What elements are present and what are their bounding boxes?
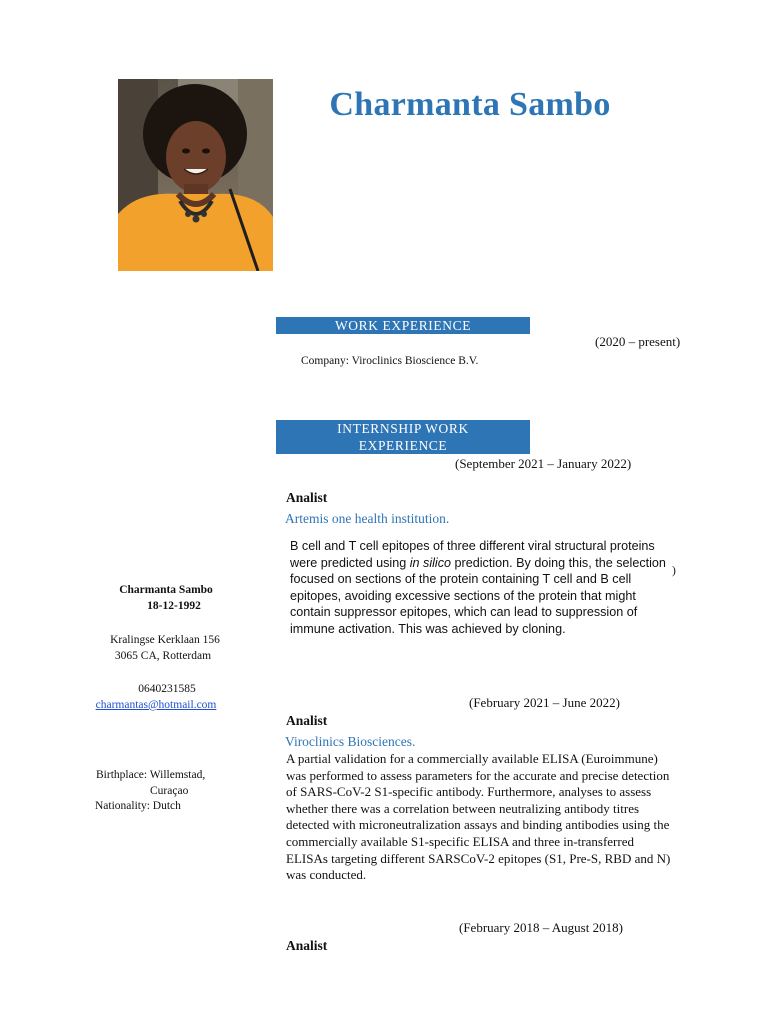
internship-header-line2: EXPERIENCE (358, 438, 448, 453)
entry1-organization: Artemis one health institution. (285, 511, 450, 526)
sidebar-birthplace-line1: Birthplace: Willemstad, (96, 769, 206, 781)
entry2-role: Analist (286, 713, 328, 728)
stray-parenthesis: ) (672, 565, 676, 577)
entry1-text-italic: in silico (409, 555, 452, 570)
entry1-description (290, 538, 668, 638)
profile-photo (118, 79, 273, 271)
entry3-date: (February 2018 – August 2018) (459, 920, 623, 935)
sidebar-nationality: Nationality: Dutch (95, 800, 181, 812)
candidate-name-heading: Charmanta Sambo (329, 86, 611, 123)
portrait-illustration (118, 79, 273, 271)
work-experience-company: Company: Viroclinics Bioscience B.V. (301, 355, 479, 367)
sidebar-address-line2: 3065 CA, Rotterdam (114, 650, 212, 662)
entry1-text-end: prediction. By doing this, the selection focused on sections of the protein containing T cell and B cell epitopes, avoiding excessive sections of the protein that might contain suppressor epitopes, which can lead to suppression of immune activation. This was achieved by cloning. (290, 555, 666, 636)
sidebar-address-line1: Kralingse Kerklaan 156 (110, 634, 220, 646)
work-experience-header: WORK EXPERIENCE (276, 317, 530, 334)
sidebar-birthplace-line2: Curaçao (150, 785, 189, 797)
entry3-role: Analist (286, 938, 328, 953)
sidebar-phone: 0640231585 (138, 683, 196, 695)
sidebar-birthdate: 18-12-1992 (147, 600, 201, 612)
internship-header (276, 420, 530, 454)
entry2-organization: Viroclinics Biosciences. (285, 734, 416, 749)
entry1-role: Analist (286, 490, 328, 505)
entry2-date: (February 2021 – June 2022) (469, 695, 620, 710)
entry1-date: (September 2021 – January 2022) (455, 456, 632, 471)
work-experience-date: (2020 – present) (595, 334, 681, 349)
entry2-description: A partial validation for a commercially available ELISA (Euroimmune) was performed to assess parameters for the accurate and precise detection of SARS-CoV-2 S1-specific antibody. Furthermore, analyses to assess whether there was a correlation between neutralizing antibody titres detected with microneutralization assays and binding antibodies using the commercially available S1-specific ELISA and three in-transferred ELISAs targeting different SARSCoV-2 epitopes (S1, Pre-S, RBD and N) was conducted. (286, 751, 671, 883)
sidebar-email-link[interactable]: charmantas@hotmail.com (95, 699, 217, 711)
entry1-text-start: B cell and T cell epitopes of three different viral structural proteins were predicted using (290, 539, 655, 570)
internship-header-line1: INTERNSHIP WORK (337, 421, 469, 436)
sidebar-name: Charmanta Sambo (119, 584, 213, 596)
